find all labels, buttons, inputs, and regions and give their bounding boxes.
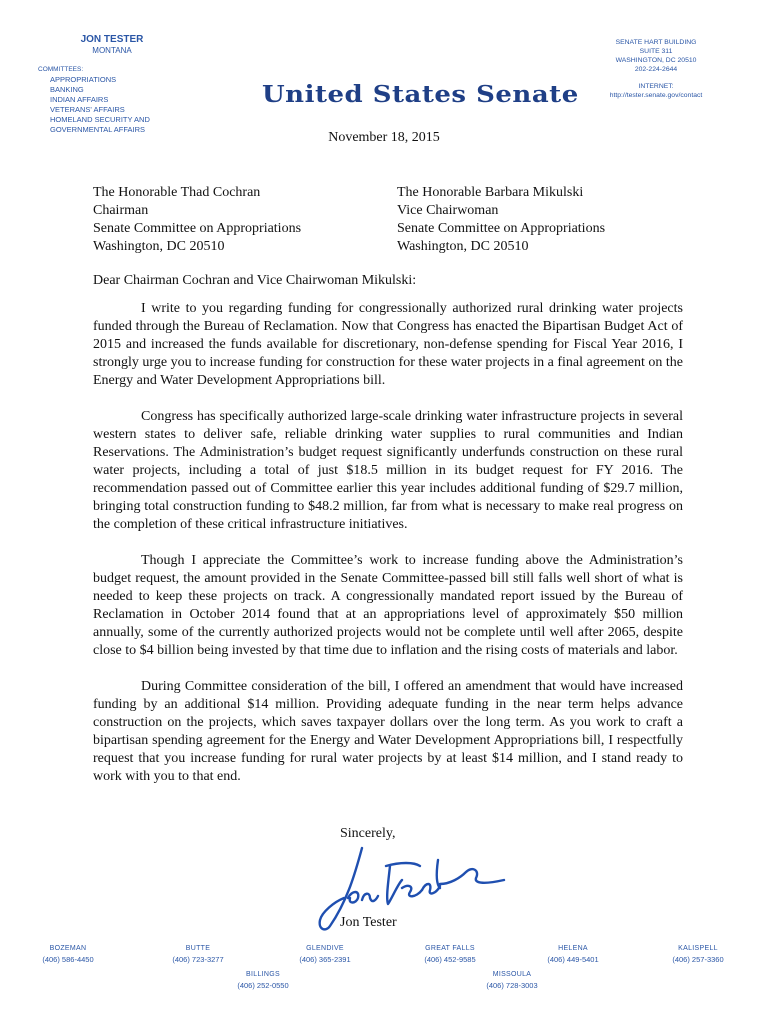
recipient-block-right: [397, 184, 605, 256]
recipient-block-left: [93, 184, 301, 256]
footer-office: [218, 969, 308, 991]
committees-header: COMMITTEES:: [38, 66, 84, 73]
recipient-title: Chairman: [93, 203, 149, 218]
office-city-name: BOZEMAN: [49, 945, 87, 952]
footer-office: [653, 943, 743, 965]
office-phone-number: (406) 723-3277: [172, 955, 224, 964]
office-phone-number: (406) 728-3003: [486, 981, 538, 990]
office-phone-number: (406) 252-0550: [237, 981, 289, 990]
committees-list: [38, 65, 150, 135]
office-building: SENATE HART BUILDING: [615, 39, 697, 46]
footer-office: [153, 943, 243, 965]
office-city-name: GREAT FALLS: [425, 945, 475, 952]
recipient-title: Vice Chairwoman: [397, 203, 499, 218]
footer-office: [280, 943, 370, 965]
committee-item: HOMELAND SECURITY AND: [50, 115, 150, 124]
body-paragraph: I write to you regarding funding for congressionally authorized rural drinking water projects funded through the Bureau of Reclamation. Now that Congress has enacted the Bipartisan Budget Act of 2015 and increased the funds available for discretionary, non-defense spending for Fiscal Year 2016, I strongly urge you to increase funding for construction for these water projects in a final agreement on the Energy and Water Development Appropriations bill.: [93, 301, 683, 388]
salutation: Dear Chairman Cochran and Vice Chairwoman Mikulski:: [93, 273, 417, 288]
office-phone: 202-224-2644: [634, 66, 678, 73]
committee-item: GOVERNMENTAL AFFAIRS: [50, 125, 146, 134]
letter-date: November 18, 2015: [328, 130, 440, 145]
recipient-name: The Honorable Barbara Mikulski: [397, 185, 584, 200]
office-city-name: MISSOULA: [492, 971, 532, 978]
office-city: WASHINGTON, DC 20510: [615, 57, 697, 64]
office-phone-number: (406) 586-4450: [42, 955, 94, 964]
committee-item: BANKING: [50, 85, 84, 94]
senator-state: MONTANA: [92, 46, 132, 55]
signature-icon: [290, 840, 510, 932]
office-city-name: HELENA: [558, 945, 588, 952]
office-phone-number: (406) 365-2391: [299, 955, 351, 964]
office-phone-number: (406) 449-5401: [547, 955, 599, 964]
closing: Sincerely,: [340, 826, 396, 841]
letter-body: [93, 300, 683, 804]
committee-item: VETERANS' AFFAIRS: [50, 105, 125, 114]
signer-name: Jon Tester: [340, 915, 397, 930]
footer-office: [23, 943, 113, 965]
office-city-name: KALISPELL: [678, 945, 718, 952]
recipient-name: The Honorable Thad Cochran: [93, 185, 261, 200]
committee-item: APPROPRIATIONS: [50, 75, 117, 84]
footer-office: [405, 943, 495, 965]
committee-item: INDIAN AFFAIRS: [50, 95, 109, 104]
recipient-org: Senate Committee on Appropriations: [93, 221, 302, 236]
body-paragraph: During Committee consideration of the bill, I offered an amendment that would have increased funding by an additional $14 million. Providing adequate funding in the near term helps advance construction on the projects, which saves taxpayer dollars over the long term. As you work to craft a bipartisan spending agreement for the Energy and Water Development Appropriations bill, I respectfully request that you increase funding for rural water projects by at least $14 million, and I stand ready to work with you to that end.: [93, 679, 683, 784]
senator-header: [60, 34, 164, 56]
footer-office: [528, 943, 618, 965]
internet-link[interactable]: http://tester.senate.gov/contact: [609, 92, 703, 99]
body-paragraph: Though I appreciate the Committee’s work to increase funding above the Administration’s budget request, the amount provided in the Senate Committee-passed bill still falls well short of what is needed to keep these projects on track. A congressionally mandated report issued by the Bureau of Reclamation in October 2014 found that at an appropriations level of approximately $50 million annually, some of the currently authorized projects would not be complete until well after 2065, despite close to $4 billion being invested by that time due to inflation and the rising costs of materials and labor.: [93, 553, 683, 658]
office-city-name: GLENDIVE: [306, 945, 344, 952]
office-address: [586, 38, 726, 100]
recipient-city: Washington, DC 20510: [397, 239, 529, 254]
office-city-name: BILLINGS: [246, 971, 280, 978]
body-paragraph: Congress has specifically authorized large-scale drinking water infrastructure projects in several western states to deliver safe, reliable drinking water supplies to rural communities and Indian Reservations. The Administration’s budget request significantly underfunds construction on these rural water projects, including a total of just $18.5 million in its budget request for FY 2016. The recommendation passed out of Committee earlier this year includes additional funding of $29.7 million, bringing total construction funding to $48.2 million, far from what is necessary to make real progress on the completion of these critical infrastructure initiatives.: [93, 409, 683, 532]
senate-masthead: United States Senate: [262, 81, 579, 109]
office-phone-number: (406) 452-9585: [424, 955, 476, 964]
office-phone-number: (406) 257-3360: [672, 955, 724, 964]
internet-label: INTERNET:: [638, 83, 674, 90]
recipient-org: Senate Committee on Appropriations: [397, 221, 606, 236]
office-city-name: BUTTE: [185, 945, 211, 952]
footer-office: [467, 969, 557, 991]
office-suite: SUITE 311: [639, 48, 673, 55]
senator-name: JON TESTER: [80, 34, 144, 45]
recipient-city: Washington, DC 20510: [93, 239, 225, 254]
